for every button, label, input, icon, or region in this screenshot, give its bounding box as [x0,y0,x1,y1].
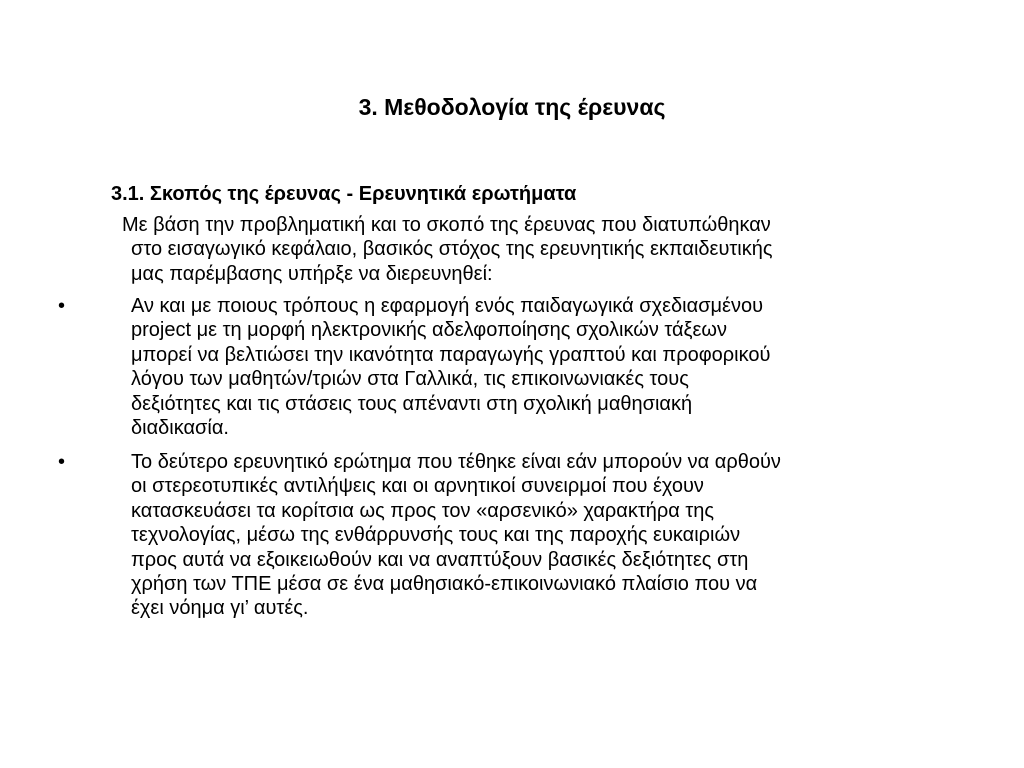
bullet-line: έχει νόημα γι’ αυτές. [131,597,309,620]
bullet-text [131,294,981,440]
slide-title: 3. Μεθοδολογία της έρευνας [358,94,666,120]
bullet-line: δεξιότητες και τις στάσεις τους απέναντι στη σχολική μαθησιακή [131,392,693,415]
bullet-line: διαδικασία. [131,417,229,440]
intro-line: μας παρέμβασης υπήρξε να διερευνηθεί: [131,262,493,285]
intro-line: Με βάση την προβληματική και το σκοπό της έρευνας που διατυπώθηκαν [122,214,771,236]
bullet-line: Το δεύτερο ερευνητικό ερώτημα που τέθηκε είναι εάν μπορούν να αρθούν [131,451,781,473]
section-heading: 3.1. Σκοπός της έρευνας - Ερευνητικά ερωτήματα [111,183,577,205]
bullet-text [131,450,981,621]
bullet-line: οι στερεοτυπικές αντιλήψεις και οι αρνητικοί συνειρμοί που έχουν [131,475,704,498]
intro-paragraph [122,213,971,286]
bullet-line: λόγου των μαθητών/τριών στα Γαλλικά, τις επικοινωνιακές τους [131,368,689,391]
bullet-line: χρήση των ΤΠΕ μέσα σε ένα μαθησιακό-επικοινωνιακό πλαίσιο που να [131,573,758,596]
bullet-line: project με τη μορφή ηλεκτρονικής αδελφοποίησης σχολικών τάξεων [131,319,728,342]
intro-line: στο εισαγωγικό κεφάλαιο, βασικός στόχος της ερευνητικής εκπαιδευτικής [131,238,773,261]
bullet-marker: • [58,295,66,317]
bullet-line: τεχνολογίας, μέσω της ενθάρρυνσής τους και της παροχής ευκαιριών [131,524,741,547]
bullet-line: κατασκευάσει τα κορίτσια ως προς τον «αρσενικό» χαρακτήρα της [131,499,715,522]
bullet-line: προς αυτά να εξοικειωθούν και να αναπτύξουν βασικές δεξιότητες στη [131,548,749,571]
bullet-line: Αν και με ποιους τρόπους η εφαρμογή ενός παιδαγωγικά σχεδιασμένου [131,295,764,317]
bullet-marker: • [58,451,66,473]
bullet-line: μπορεί να βελτιώσει την ικανότητα παραγωγής γραπτού και προφορικού [131,343,771,366]
